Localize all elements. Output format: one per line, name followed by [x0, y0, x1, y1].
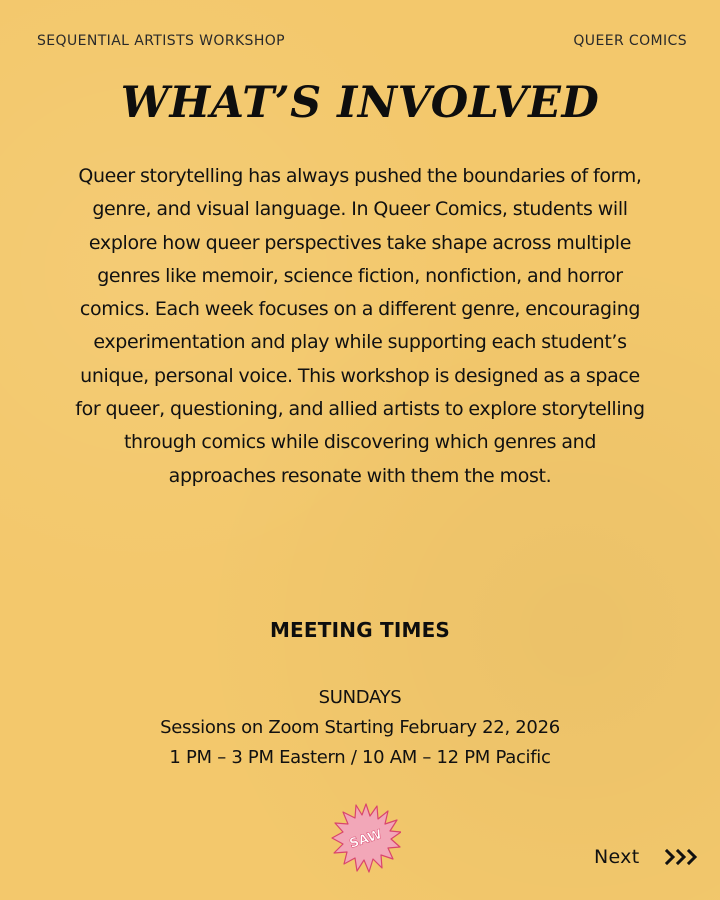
meeting-times-heading: MEETING TIMES [269, 618, 451, 642]
course-name: QUEER COMICS [573, 33, 687, 49]
next-button[interactable] [594, 846, 699, 868]
meeting-day: SUNDAYS [318, 687, 402, 708]
meeting-time-range: 1 PM – 3 PM Eastern / 10 AM – 12 PM Pacific [169, 747, 551, 768]
meeting-start-date: Sessions on Zoom Starting February 22, 2026 [160, 717, 560, 738]
page-title: WHAT’S INVOLVED [120, 78, 600, 128]
triple-chevron-right-icon [665, 848, 699, 866]
organization-name: SEQUENTIAL ARTISTS WORKSHOP [37, 33, 286, 49]
meeting-times-details [0, 683, 720, 773]
next-label: Next [594, 846, 640, 868]
description-paragraph: Queer storytelling has always pushed the boundaries of form, genre, and visual language. In Queer Comics, students will explore how queer perspectives take shape across multiple genres like memoir, science fiction, nonfiction, and horror comics. Each week focuses on a different genre, encouraging experimentation and play while supporting each student’s unique, personal voice. This workshop is designed as a space for queer, questioning, and allied artists to explore storytelling through comics while discovering which genres and approaches resonate with them the most. [75, 165, 645, 487]
logo-text: SAW [347, 827, 384, 852]
saw-logo-icon [331, 802, 401, 874]
